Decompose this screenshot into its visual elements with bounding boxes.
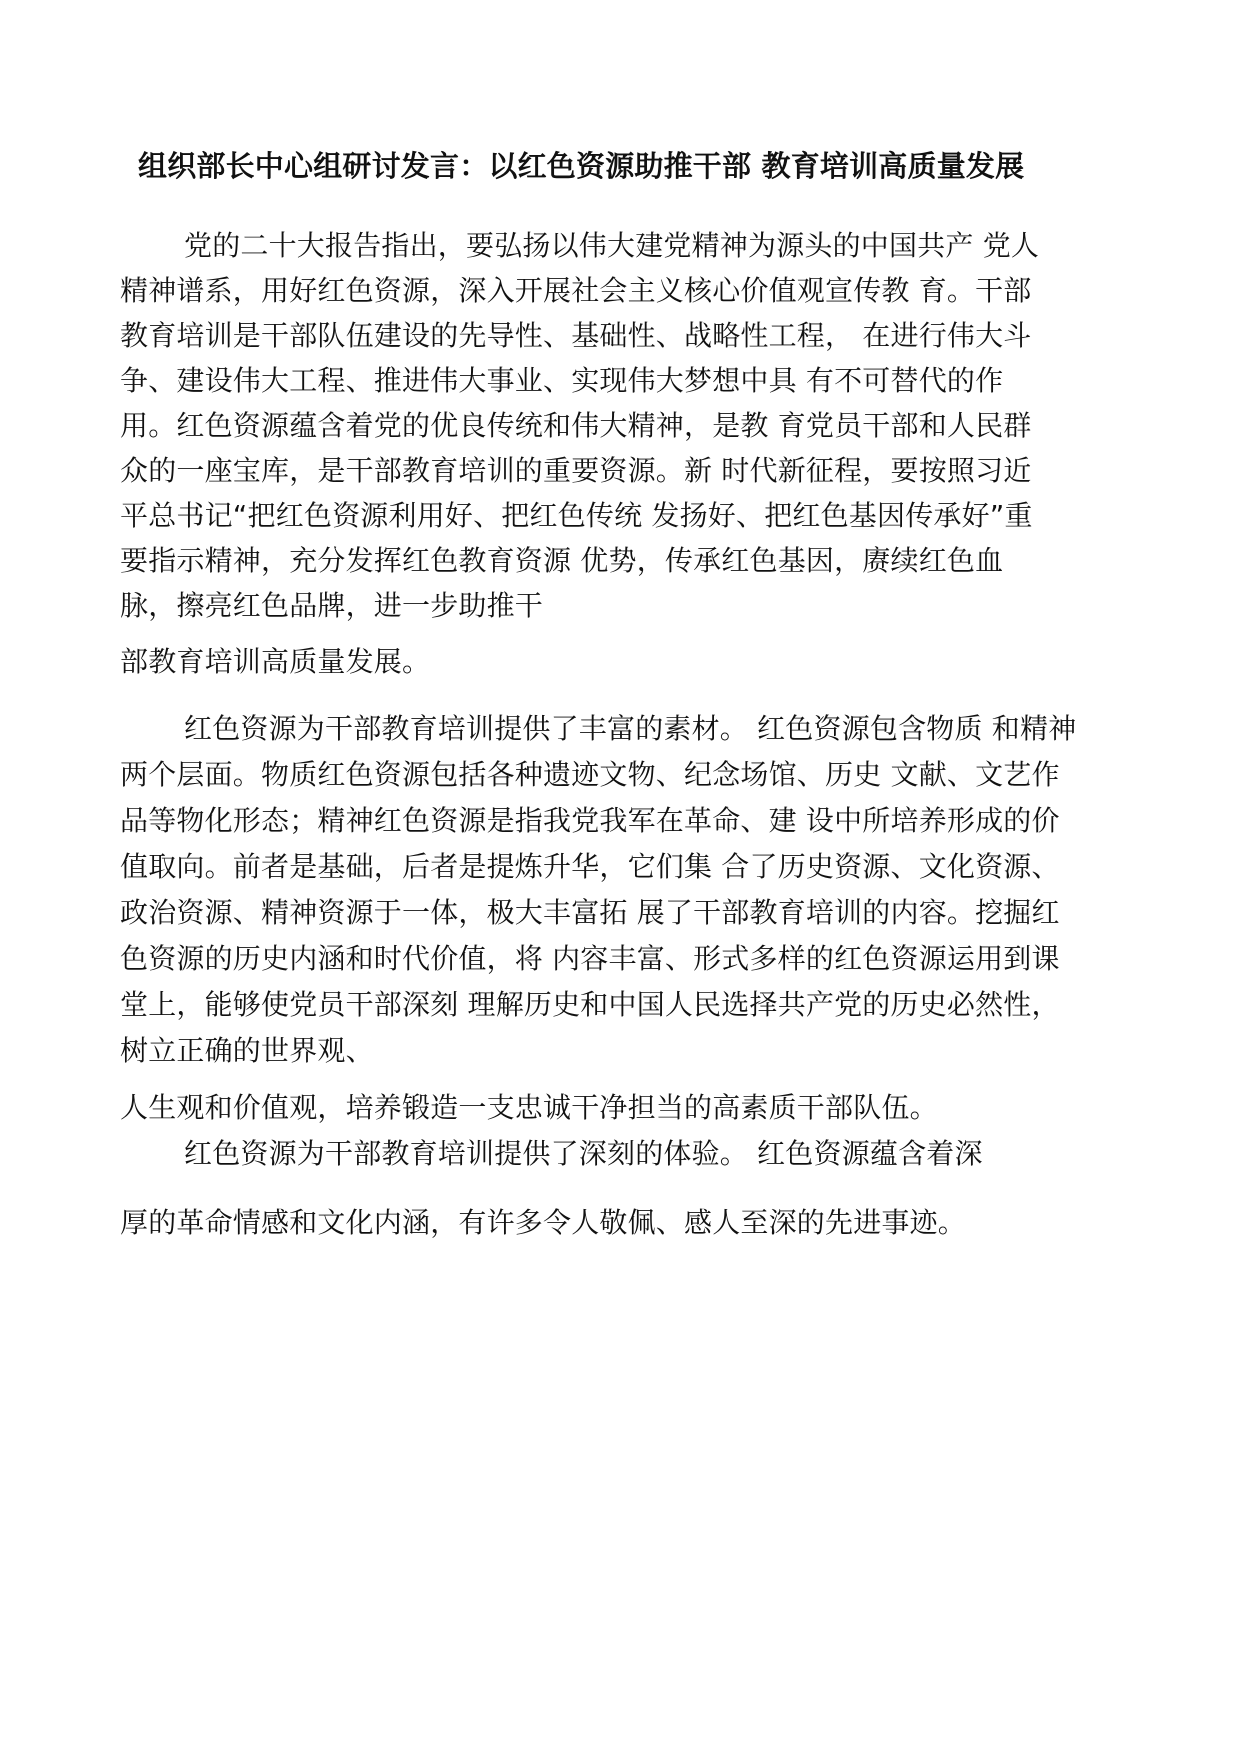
- paragraph-1-line-2: 精神谱系，用好红色资源，深入开展社会主义核心价值观宣传教 育。干部: [120, 274, 1032, 307]
- paragraph-1-line-3: 教育培训是干部队伍建设的先导性、基础性、战略性工程， 在进行伟大斗: [120, 319, 1032, 352]
- paragraph-2-line-2: 两个层面。物质红色资源包括各种遗迹文物、纪念场馆、历史 文献、文艺作: [120, 758, 1060, 791]
- paragraph-1-line-5: 用。红色资源蕴含着党的优良传统和伟大精神，是教 育党员干部和人民群: [120, 409, 1032, 442]
- paragraph-3-line-2: 厚的革命情感和文化内涵，有许多令人敬佩、感人至深的先进事迹。: [120, 1206, 967, 1239]
- paragraph-2-line-3: 品等物化形态；精神红色资源是指我党我军在革命、建 设中所培养形成的价: [120, 804, 1060, 837]
- paragraph-2-line-8: 树立正确的世界观、: [120, 1034, 374, 1067]
- paragraph-1-line-6: 众的一座宝库，是干部教育培训的重要资源。新 时代新征程，要按照习近: [120, 454, 1032, 487]
- paragraph-1-line-10: 部教育培训高质量发展。: [120, 645, 431, 678]
- paragraph-2-line-7: 堂上，能够使党员干部深刻 理解历史和中国人民选择共产党的历史必然性，: [120, 988, 1060, 1021]
- paragraph-1-line-9: 脉，擦亮红色品牌，进一步助推干: [120, 589, 544, 622]
- paragraph-1-line-8: 要指示精神，充分发挥红色教育资源 优势，传承红色基因，赓续红色血: [120, 544, 1004, 577]
- paragraph-1-line-7: 平总书记“把红色资源利用好、把红色传统 发扬好、把红色基因传承好”重: [120, 499, 1033, 532]
- paragraph-2-line-1: 红色资源为干部教育培训提供了丰富的素材。 红色资源包含物质 和精神: [184, 712, 1077, 745]
- paragraph-2-line-5: 政治资源、精神资源于一体，极大丰富拓 展了干部教育培训的内容。挖掘红: [120, 896, 1060, 929]
- paragraph-1-line-1: 党的二十大报告指出，要弘扬以伟大建党精神为源头的中国共产 党人: [184, 229, 1040, 262]
- paragraph-1-line-4: 争、建设伟大工程、推进伟大事业、实现伟大梦想中具 有不可替代的作: [120, 364, 1004, 397]
- paragraph-3-line-1: 红色资源为干部教育培训提供了深刻的体验。 红色资源蕴含着深: [184, 1137, 983, 1170]
- document-title: 组织部长中心组研讨发言：以红色资源助推干部 教育培训高质量发展: [138, 149, 1025, 183]
- paragraph-2-line-4: 值取向。前者是基础，后者是提炼升华，它们集 合了历史资源、文化资源、: [120, 850, 1060, 883]
- paragraph-2-line-6: 色资源的历史内涵和时代价值，将 内容丰富、形式多样的红色资源运用到课: [120, 942, 1060, 975]
- paragraph-2-line-9: 人生观和价值观，培养锻造一支忠诚干净担当的高素质干部队伍。: [120, 1091, 938, 1124]
